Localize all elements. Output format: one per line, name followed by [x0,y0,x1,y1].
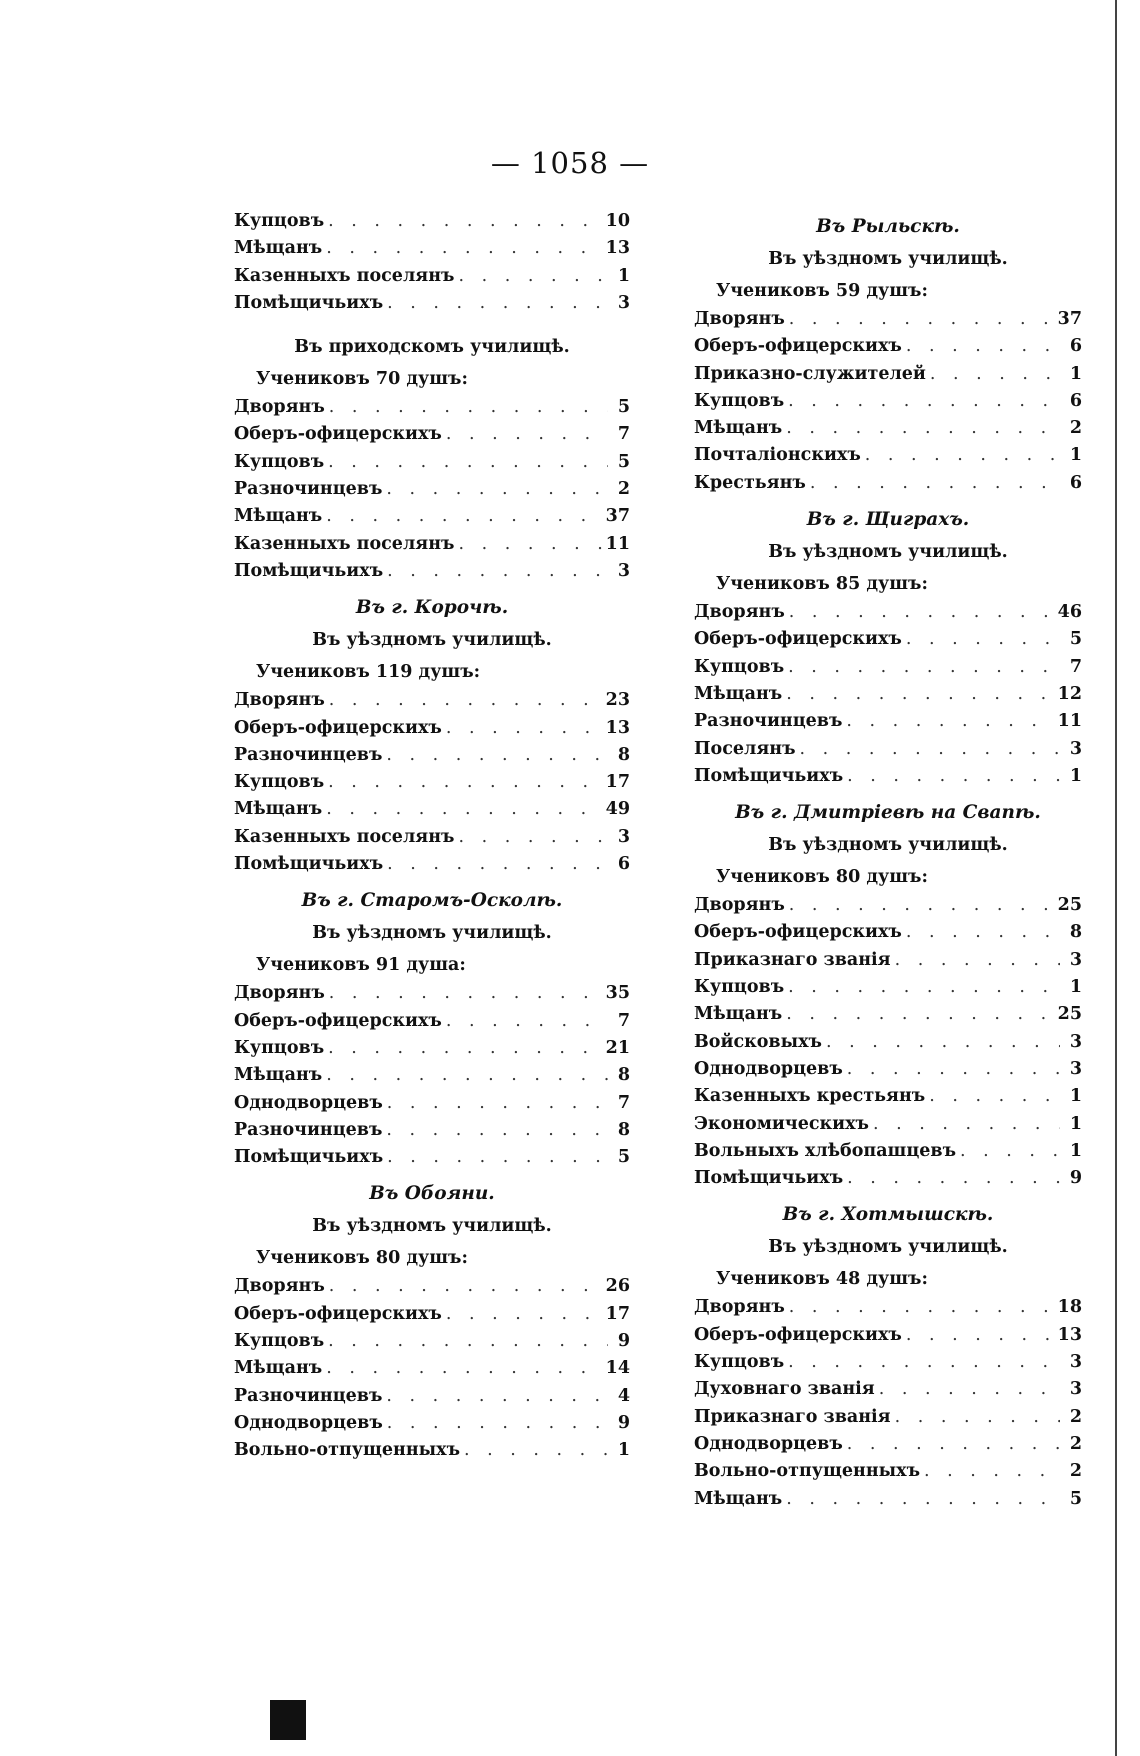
row-value: 7 [617,1092,630,1113]
dot-leader [865,442,1060,469]
rylsk-list [694,306,1082,497]
table-row [234,421,630,448]
row-label: Помѣщичьихъ [234,292,384,313]
row-label: Поселянъ [694,738,796,759]
row-label: Казенныхъ крестьянъ [694,1086,926,1107]
dot-leader [446,421,608,448]
dot-leader [788,1349,1060,1376]
row-label: Помѣщичьихъ [234,854,384,875]
row-value: 3 [1069,1379,1082,1400]
row-value: 2 [1069,1406,1082,1427]
row-value: 13 [605,238,630,259]
dot-leader [386,1117,608,1144]
row-value: 2 [1069,418,1082,439]
dot-leader [924,1458,1060,1485]
row-value: 1 [1069,1140,1082,1161]
table-row [234,558,630,585]
row-label: Разночинцевъ [694,711,843,732]
dot-leader [788,388,1060,415]
row-value: 3 [1069,949,1082,970]
city-heading: Въ г. Корочѣ. [355,597,509,619]
row-label: Казенныхъ поселянъ [234,265,455,286]
table-row [234,1008,630,1035]
row-value: 3 [617,560,630,581]
dot-leader [810,470,1060,497]
dot-leader [386,476,608,503]
table-row [234,208,630,235]
row-value: 5 [617,451,630,472]
row-value: 14 [605,1358,630,1379]
school-heading: Въ уѣздномъ училищѣ. [768,835,1008,856]
dot-leader [386,742,608,769]
table-row [694,388,1082,415]
row-value: 1 [617,1440,630,1461]
row-label: Помѣщичьихъ [694,765,844,786]
dot-leader [328,1035,602,1062]
table-row [694,892,1082,919]
dot-leader [906,333,1060,360]
dot-leader [387,851,608,878]
table-row [694,1431,1082,1458]
table-row [694,361,1082,388]
school-heading: Въ приходскомъ училищѣ. [294,337,570,358]
dot-leader [789,306,1054,333]
dot-leader [895,1404,1060,1431]
row-value: 2 [617,479,630,500]
dot-leader [326,503,601,530]
row-value: 37 [1057,309,1082,329]
dot-leader [329,687,602,714]
korocha-list [234,687,630,878]
dot-leader [800,736,1061,763]
row-label: Приказнаго званія [694,949,891,970]
dot-leader [847,763,1060,790]
row-label: Казенныхъ поселянъ [234,533,455,554]
table-row [234,1410,630,1437]
row-value: 1 [617,265,630,286]
table-row [234,851,630,878]
table-row [694,1294,1082,1321]
table-row [694,736,1082,763]
dot-leader [846,708,1053,735]
row-label: Оберъ-офицерскихъ [694,922,902,943]
students-count: Учениковъ 48 душъ: [716,1269,928,1290]
table-row [234,1383,630,1410]
table-row [234,824,630,851]
dot-leader [895,947,1060,974]
row-value: 8 [617,744,630,765]
row-label: Однодворцевъ [234,1092,383,1113]
row-label: Дворянъ [234,397,325,418]
parish-school-list [234,394,630,585]
table-row [694,1349,1082,1376]
dot-leader [906,626,1060,653]
table-row [694,947,1082,974]
table-row [234,1062,630,1089]
city-heading: Въ г. Старомъ-Осколѣ. [301,890,563,912]
row-value: 35 [605,983,630,1004]
dot-leader [328,449,608,476]
row-label: Войсковыхъ [694,1031,822,1052]
row-label: Помѣщичьихъ [234,1147,384,1168]
row-value: 49 [605,799,630,820]
dot-leader [847,1431,1060,1458]
row-value: 2 [1069,1433,1082,1454]
table-row [234,449,630,476]
row-value: 25 [1057,895,1082,916]
row-value: 2 [1069,1461,1082,1482]
dot-leader [326,1355,601,1382]
row-label: Оберъ-офицерскихъ [694,1324,902,1345]
dot-leader [786,681,1053,708]
row-value: 21 [605,1037,630,1058]
dot-leader [387,290,608,317]
table-row [234,290,630,317]
row-label: Оберъ-офицерскихъ [694,629,902,650]
table-row [694,1376,1082,1403]
row-label: Оберъ-офицерскихъ [234,1303,442,1324]
row-label: Купцовъ [694,1352,785,1373]
city-heading: Въ г. Щиграхъ. [806,509,970,531]
row-label: Вольно-отпущенныхъ [694,1461,921,1482]
row-value: 6 [1069,390,1082,411]
row-value: 46 [1057,602,1082,623]
table-row [234,687,630,714]
dot-leader [446,715,602,742]
table-row [234,235,630,262]
row-label: Разночинцевъ [234,1385,383,1406]
row-label: Дворянъ [694,602,785,623]
row-value: 1 [1069,1113,1082,1134]
row-label: Разночинцевъ [234,744,383,765]
row-value: 7 [617,1010,630,1031]
dot-leader [786,415,1060,442]
row-label: Мѣщанъ [694,1488,783,1509]
dot-leader [328,208,602,235]
students-count: Учениковъ 70 душъ: [256,369,468,390]
row-value: 8 [617,1065,630,1086]
dot-leader [788,654,1060,681]
table-row [694,1001,1082,1028]
row-label: Дворянъ [234,983,325,1004]
table-row [234,1117,630,1144]
row-label: Мѣщанъ [694,683,783,704]
row-label: Купцовъ [234,211,325,231]
row-label: Однодворцевъ [694,1058,843,1079]
row-label: Дворянъ [234,1276,325,1297]
city-heading: Въ Рыльскѣ. [816,216,960,237]
row-label: Оберъ-офицерскихъ [234,424,442,445]
row-label: Однодворцевъ [694,1433,843,1454]
table-row [234,1437,630,1464]
corner-mark [270,1700,306,1740]
row-label: Купцовъ [694,390,785,411]
dot-leader [789,599,1054,626]
table-row [234,769,630,796]
table-row [694,1486,1082,1513]
table-row [234,1144,630,1171]
dot-leader [788,974,1060,1001]
table-row [694,1322,1082,1349]
row-value: 13 [605,717,630,738]
dot-leader [906,919,1060,946]
row-label: Купцовъ [234,451,325,472]
row-label: Экономическихъ [694,1113,869,1134]
table-row [694,626,1082,653]
row-label: Казенныхъ поселянъ [234,826,455,847]
oboyan-list [234,1273,630,1464]
table-row [234,980,630,1007]
row-value: 1 [1069,1086,1082,1107]
row-label: Помѣщичьихъ [234,560,384,581]
table-row [694,919,1082,946]
table-row [234,742,630,769]
table-row [694,1029,1082,1056]
table-row [694,333,1082,360]
table-row [694,415,1082,442]
table-row [234,1273,630,1300]
row-value: 37 [605,506,630,527]
row-value: 25 [1057,1004,1082,1025]
row-label: Купцовъ [234,772,325,793]
table-row [694,442,1082,469]
row-label: Купцовъ [234,1037,325,1058]
dot-leader [329,1273,602,1300]
students-count: Учениковъ 119 душъ: [256,662,481,683]
row-label: Мѣщанъ [234,506,323,527]
row-value: 3 [1069,1058,1082,1079]
row-value: 7 [617,424,630,445]
row-value: 26 [605,1276,630,1297]
row-label: Почталіонскихъ [694,445,861,466]
students-count: Учениковъ 85 душъ: [716,574,928,595]
row-label: Дворянъ [694,895,785,916]
row-label: Оберъ-офицерскихъ [234,1010,442,1031]
dot-leader [789,1294,1054,1321]
page-edge-rule [1115,0,1117,1756]
dot-leader [387,1144,608,1171]
table-row [694,1458,1082,1485]
dot-leader [847,1056,1060,1083]
row-value: 3 [1069,1031,1082,1052]
table-row [234,1328,630,1355]
table-row [694,763,1082,790]
row-value: 5 [1069,629,1082,650]
row-value: 17 [605,772,630,793]
row-label: Вольныхъ хлѣбопашцевъ [694,1140,957,1161]
row-label: Мѣщанъ [694,1004,783,1025]
dmitriev-list [694,892,1082,1192]
dot-leader [328,769,602,796]
row-label: Дворянъ [234,690,325,711]
row-value: 13 [1057,1324,1082,1345]
dot-leader [960,1138,1060,1165]
students-count: Учениковъ 80 душъ: [716,867,928,888]
dot-leader [929,1083,1060,1110]
row-label: Духовнаго званія [694,1379,875,1400]
row-value: 9 [1069,1168,1082,1189]
row-value: 6 [1069,336,1082,357]
table-row [694,1083,1082,1110]
row-label: Мѣщанъ [234,238,323,259]
row-label: Помѣщичьихъ [694,1168,844,1189]
row-value: 1 [1069,765,1082,786]
dot-leader [387,1410,608,1437]
row-value: 1 [1069,445,1082,466]
table-row [694,306,1082,333]
row-label: Разночинцевъ [234,1119,383,1140]
table-row [694,1165,1082,1192]
table-row [234,1301,630,1328]
row-value: 6 [617,854,630,875]
dot-leader [326,235,601,262]
school-heading: Въ уѣздномъ училищѣ. [768,542,1008,563]
row-value: 4 [617,1385,630,1406]
khotmyzhsk-list [694,1294,1082,1512]
row-value: 1 [1069,363,1082,384]
school-heading: Въ уѣздномъ училищѣ. [768,249,1008,269]
dot-leader [446,1301,602,1328]
table-row [694,681,1082,708]
table-row [694,1404,1082,1431]
row-value: 1 [1069,977,1082,998]
row-value: 12 [1057,683,1082,704]
row-label: Крестьянъ [694,472,806,493]
dot-leader [847,1165,1060,1192]
shchigry-list [694,599,1082,790]
table-row [234,531,630,558]
dot-leader [458,263,608,290]
row-value: 18 [1057,1297,1082,1318]
row-label: Оберъ-офицерскихъ [694,336,902,357]
page-number: — 1058 — [490,146,650,180]
row-value: 3 [617,292,630,313]
school-heading: Въ уѣздномъ училищѣ. [768,1237,1008,1258]
city-heading: Въ г. Дмитріевѣ на Свапѣ. [735,802,1041,824]
dot-leader [786,1486,1060,1513]
school-heading: Въ уѣздномъ училищѣ. [312,630,552,651]
dot-leader [906,1322,1054,1349]
row-value: 3 [617,826,630,847]
students-count: Учениковъ 91 душа: [256,955,466,976]
table-row [694,1056,1082,1083]
dot-leader [879,1376,1060,1403]
row-label: Оберъ-офицерскихъ [234,717,442,738]
right-column [694,210,1082,1513]
row-value: 8 [1069,922,1082,943]
school-heading: Въ уѣздномъ училищѣ. [312,1216,552,1237]
row-label: Дворянъ [694,1297,785,1318]
school-heading: Въ уѣздномъ училищѣ. [312,923,552,944]
row-label: Вольно-отпущенныхъ [234,1440,461,1461]
students-count: Учениковъ 59 душъ: [716,281,928,301]
table-row [234,503,630,530]
table-row [234,715,630,742]
table-row [234,1035,630,1062]
dot-leader [930,361,1060,388]
table-row [694,708,1082,735]
row-value: 3 [1069,738,1082,759]
city-heading: Въ Обояни. [369,1183,495,1205]
row-value: 11 [1057,711,1082,732]
row-value: 7 [1069,656,1082,677]
row-label: Мѣщанъ [694,418,783,439]
row-value: 10 [605,211,630,231]
dot-leader [326,1062,608,1089]
dot-leader [386,1383,608,1410]
dot-leader [329,394,608,421]
row-label: Приказнаго званія [694,1406,891,1427]
row-label: Купцовъ [694,977,785,998]
dot-leader [458,824,608,851]
row-value: 5 [1069,1488,1082,1509]
table-row [694,654,1082,681]
table-row [234,796,630,823]
row-value: 8 [617,1119,630,1140]
dot-leader [328,1328,608,1355]
dot-leader [826,1029,1060,1056]
dot-leader [329,980,602,1007]
row-label: Разночинцевъ [234,479,383,500]
row-label: Дворянъ [694,309,785,329]
stary-oskol-list [234,980,630,1171]
row-value: 6 [1069,472,1082,493]
students-count: Учениковъ 80 душъ: [256,1248,468,1269]
dot-leader [789,892,1054,919]
row-label: Купцовъ [694,656,785,677]
table-row [694,1138,1082,1165]
row-label: Купцовъ [234,1331,325,1352]
row-value: 11 [605,533,630,554]
dot-leader [873,1111,1060,1138]
table-row [234,1355,630,1382]
table-row [694,1111,1082,1138]
table-row [694,974,1082,1001]
left-column [234,208,630,1465]
dot-leader [446,1008,608,1035]
dot-leader [458,531,601,558]
table-row [234,263,630,290]
row-value: 5 [617,1147,630,1168]
top-rows-list [234,208,630,317]
table-row [234,394,630,421]
table-row [694,599,1082,626]
row-value: 3 [1069,1352,1082,1373]
dot-leader [387,558,608,585]
table-row [234,476,630,503]
row-value: 17 [605,1303,630,1324]
city-heading: Въ г. Хотмышскѣ. [782,1204,994,1226]
row-value: 9 [617,1412,630,1433]
dot-leader [786,1001,1053,1028]
row-value: 23 [605,690,630,711]
row-label: Мѣщанъ [234,1065,323,1086]
dot-leader [387,1090,608,1117]
row-label: Мѣщанъ [234,799,323,820]
row-value: 9 [617,1331,630,1352]
dot-leader [464,1437,608,1464]
row-label: Мѣщанъ [234,1358,323,1379]
row-label: Приказно-служителей [694,363,926,384]
table-row [234,1090,630,1117]
row-label: Однодворцевъ [234,1412,383,1433]
table-row [694,470,1082,497]
row-value: 5 [617,397,630,418]
dot-leader [326,796,601,823]
